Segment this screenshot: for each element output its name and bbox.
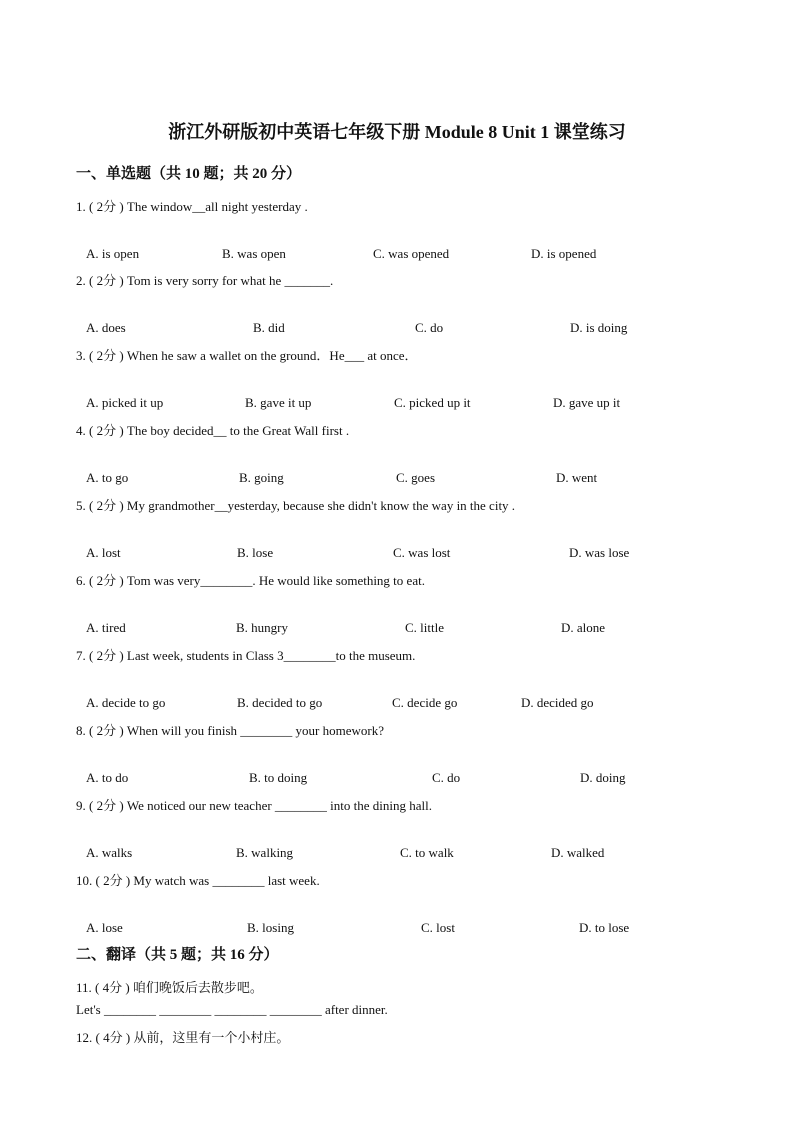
- option-d: D. is doing: [570, 320, 628, 335]
- option-b: B. losing: [247, 920, 294, 935]
- option-d: D. alone: [561, 620, 606, 635]
- section-heading-translation: 二、翻译（共 5 题；共 16 分）: [76, 947, 279, 963]
- option-d: D. to lose: [579, 920, 630, 935]
- option-a: A. decide to go: [86, 695, 166, 710]
- option-a: A. lost: [86, 545, 121, 560]
- option-c: C. do: [432, 770, 461, 785]
- option-b: B. did: [253, 320, 285, 335]
- option-b: B. going: [239, 470, 284, 485]
- option-c: C. little: [405, 620, 444, 635]
- question-stem: 3. ( 2分 ) When he saw a wallet on the ground．He___ at once．: [76, 348, 418, 363]
- question-options: [0, 845, 794, 865]
- question-options: [0, 920, 794, 940]
- option-b: B. lose: [237, 545, 274, 560]
- option-a: A. to go: [86, 470, 129, 485]
- question-stem: 5. ( 2分 ) My grandmother__yesterday, because she didn't know the way in the city .: [76, 498, 516, 513]
- option-b: B. to doing: [249, 770, 308, 785]
- option-b: B. gave it up: [245, 395, 312, 410]
- option-c: C. lost: [421, 920, 455, 935]
- translation-answer-line-11: Let's ________ ________ ________ ________ after dinner.: [76, 1002, 388, 1017]
- option-b: B. decided to go: [237, 695, 323, 710]
- option-d: D. doing: [580, 770, 626, 785]
- question-options: [0, 620, 794, 640]
- question-options: [0, 320, 794, 340]
- question-options: [0, 246, 794, 266]
- option-c: C. to walk: [400, 845, 454, 860]
- option-a: A. tired: [86, 620, 126, 635]
- option-a: A. does: [86, 320, 126, 335]
- option-b: B. was open: [222, 246, 286, 261]
- question-options: [0, 395, 794, 415]
- option-c: C. was opened: [373, 246, 450, 261]
- option-c: C. do: [415, 320, 444, 335]
- option-a: A. lose: [86, 920, 123, 935]
- question-stem: 6. ( 2分 ) Tom was very________. He would like something to eat.: [76, 573, 425, 588]
- option-d: D. walked: [551, 845, 605, 860]
- option-c: C. goes: [396, 470, 435, 485]
- question-options: [0, 470, 794, 490]
- section-heading-single-choice: 一、单选题（共 10 题；共 20 分）: [76, 166, 302, 182]
- question-stem: 9. ( 2分 ) We noticed our new teacher ________ into the dining hall.: [76, 798, 433, 813]
- option-c: C. was lost: [393, 545, 451, 560]
- option-a: A. to do: [86, 770, 129, 785]
- question-options: [0, 545, 794, 565]
- question-stem: 2. ( 2分 ) Tom is very sorry for what he _______.: [76, 273, 334, 288]
- translation-question-11: 11. ( 4分 ) 咱们晚饭后去散步吧。: [76, 980, 263, 995]
- question-stem: 1. ( 2分 ) The window__all night yesterday .: [76, 199, 308, 214]
- option-d: D. was lose: [569, 545, 630, 560]
- option-d: D. decided go: [521, 695, 594, 710]
- option-b: B. hungry: [236, 620, 288, 635]
- option-a: A. picked it up: [86, 395, 164, 410]
- option-c: C. decide go: [392, 695, 458, 710]
- question-stem: 8. ( 2分 ) When will you finish ________ your homework?: [76, 723, 384, 738]
- question-stem: 10. ( 2分 ) My watch was ________ last week.: [76, 873, 320, 888]
- question-stem: 7. ( 2分 ) Last week, students in Class 3________to the museum.: [76, 648, 416, 663]
- translation-question-12: 12. ( 4分 ) 从前，这里有一个小村庄。: [76, 1030, 290, 1045]
- option-c: C. picked up it: [394, 395, 471, 410]
- question-options: [0, 695, 794, 715]
- option-a: A. walks: [86, 845, 133, 860]
- option-b: B. walking: [236, 845, 294, 860]
- question-stem: 4. ( 2分 ) The boy decided__ to the Great Wall first .: [76, 423, 350, 438]
- option-a: A. is open: [86, 246, 140, 261]
- page-title: 浙江外研版初中英语七年级下册 Module 8 Unit 1 课堂练习: [168, 122, 626, 142]
- option-d: D. went: [556, 470, 598, 485]
- question-options: [0, 770, 794, 790]
- option-d: D. is opened: [531, 246, 597, 261]
- option-d: D. gave up it: [553, 395, 621, 410]
